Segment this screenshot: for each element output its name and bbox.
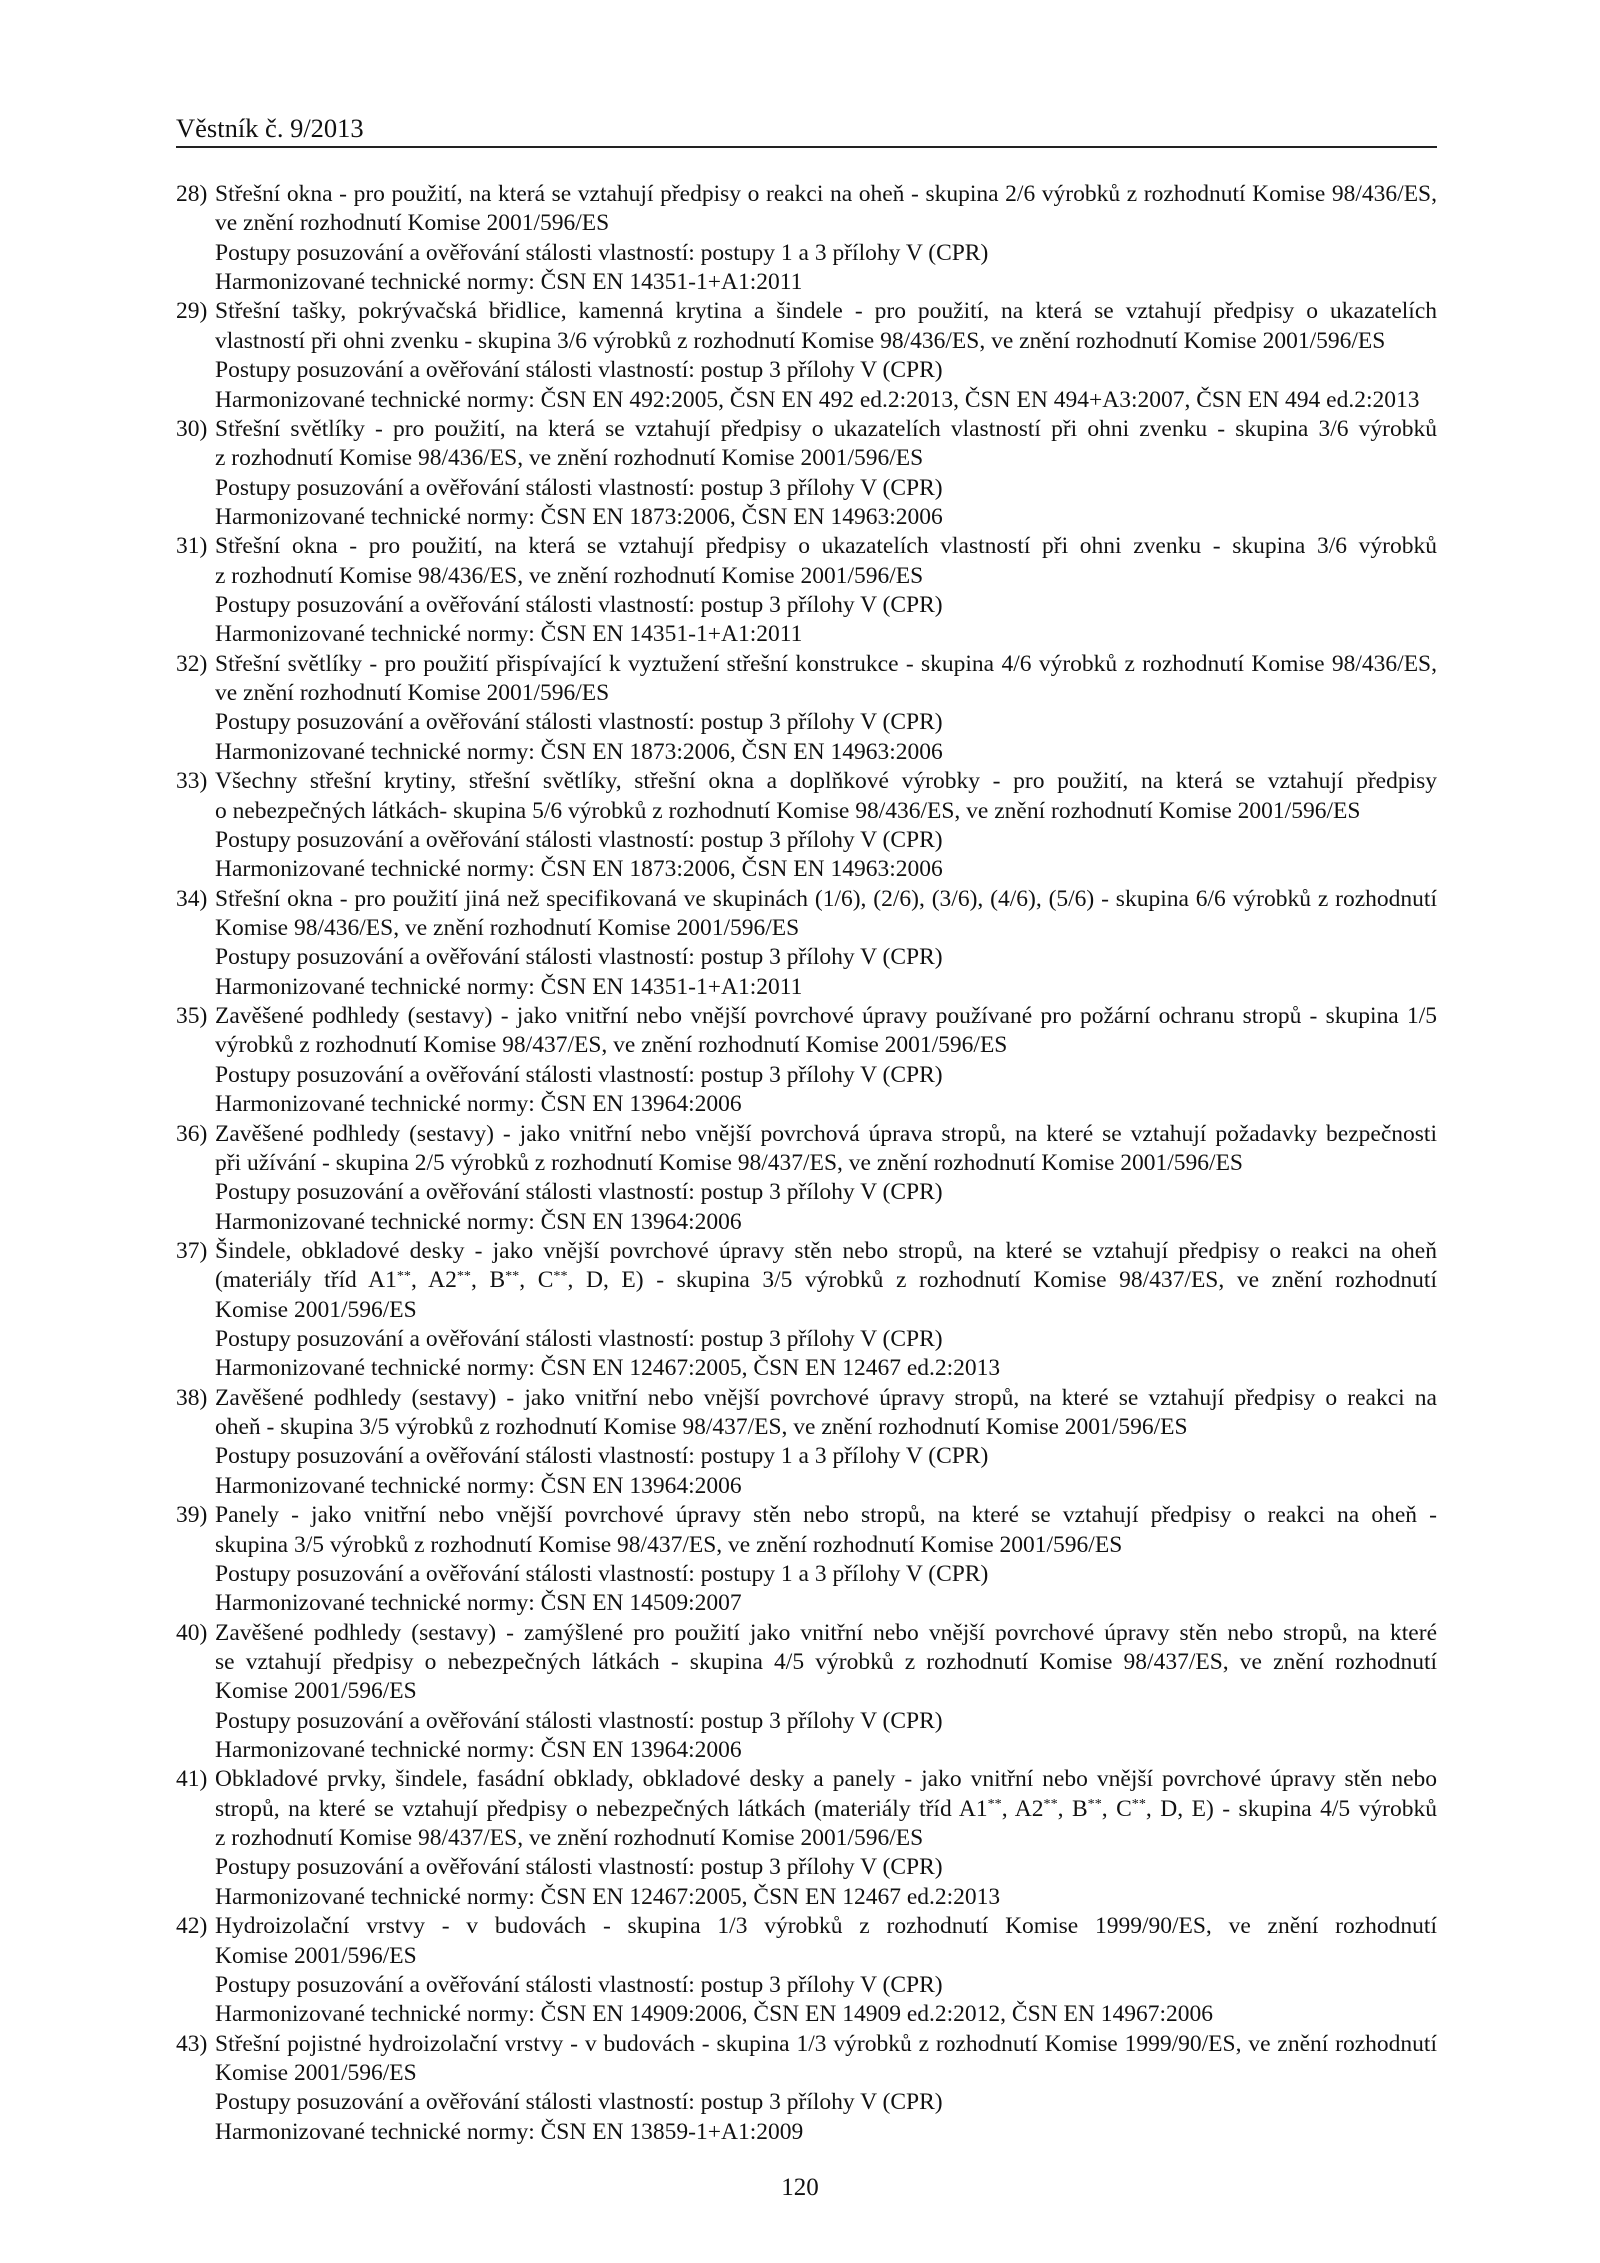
list-item [176,1501,1437,1618]
item-procedure: Postupy posuzování a ověřování stálosti vlastností: postupy 1 a 3 přílohy V (CPR) [215,239,989,266]
item-procedure: Postupy posuzování a ověřování stálosti vlastností: postup 3 přílohy V (CPR) [215,709,943,736]
item-content [215,767,1437,884]
item-procedure: Postupy posuzování a ověřování stálosti vlastností: postupy 1 a 3 přílohy V (CPR) [215,1443,989,1470]
item-procedure: Postupy posuzování a ověřování stálosti vlastností: postup 3 přílohy V (CPR) [215,1707,943,1734]
item-description-line: Panely - jako vnitřní nebo vnější povrchové úpravy stěn nebo stropů, na které se vztahují předpisy o reakci na oheň - [215,1502,1437,1529]
item-number: 33) [176,768,208,795]
item-procedure: Postupy posuzování a ověřování stálosti vlastností: postup 3 přílohy V (CPR) [215,1854,943,1881]
item-number: 37) [176,1237,208,1264]
item-number: 28) [176,181,208,207]
item-standards: Harmonizované technické normy: ČSN EN 13859-1+A1:2009 [215,2118,804,2145]
item-standards: Harmonizované technické normy: ČSN EN 14351-1+A1:2011 [215,269,803,296]
item-number: 34) [176,885,208,912]
item-content [215,1120,1437,1237]
item-standards: Harmonizované technické normy: ČSN EN 12467:2005, ČSN EN 12467 ed.2:2013 [215,1883,1001,1910]
item-description-line: Komise 98/436/ES, ve znění rozhodnutí Komise 2001/596/ES [215,914,800,941]
footnote-marker: ** [987,1796,1002,1813]
item-content [215,532,1437,649]
item-description-line: z rozhodnutí Komise 98/436/ES, ve znění rozhodnutí Komise 2001/596/ES [215,445,924,472]
item-procedure: Postupy posuzování a ověřování stálosti vlastností: postup 3 přílohy V (CPR) [215,474,943,501]
list-item [176,1619,1437,1766]
item-description-line: Komise 2001/596/ES [215,1942,417,1969]
list-item [176,297,1437,414]
footnote-marker: ** [396,1267,411,1284]
item-description-line: stropů, na které se vztahují předpisy o nebezpečných látkách (materiály tříd A1**, A2**, B**, C**, D, E) - skupina 4/5 výrobků [215,1795,1437,1822]
item-procedure: Postupy posuzování a ověřování stálosti vlastností: postupy 1 a 3 přílohy V (CPR) [215,1560,989,1587]
item-content [215,180,1437,297]
item-standards: Harmonizované technické normy: ČSN EN 14351-1+A1:2011 [215,973,803,1000]
item-number: 35) [176,1003,208,1030]
item-standards: Harmonizované technické normy: ČSN EN 14509:2007 [215,1590,742,1617]
item-content [215,415,1437,532]
list-item [176,650,1437,767]
item-standards: Harmonizované technické normy: ČSN EN 1873:2006, ČSN EN 14963:2006 [215,738,943,765]
list-item [176,1765,1437,1912]
item-content [215,650,1437,767]
item-description-line: Zavěšené podhledy (sestavy) - jako vnitřní nebo vnější povrchové úpravy používané pro požární ochranu stropů - skupina 1/5 [215,1003,1437,1030]
item-number: 42) [176,1913,208,1940]
item-procedure: Postupy posuzování a ověřování stálosti vlastností: postup 3 přílohy V (CPR) [215,826,943,853]
item-number: 32) [176,650,208,677]
item-number: 41) [176,1766,208,1793]
item-description-line: z rozhodnutí Komise 98/436/ES, ve znění rozhodnutí Komise 2001/596/ES [215,562,924,589]
list-item [176,1002,1437,1119]
item-procedure: Postupy posuzování a ověřování stálosti vlastností: postup 3 přílohy V (CPR) [215,592,943,619]
item-description-line: z rozhodnutí Komise 98/437/ES, ve znění rozhodnutí Komise 2001/596/ES [215,1825,924,1852]
item-description-line: Střešní okna - pro použití, na která se vztahují předpisy o ukazatelích vlastností při ohni zvenku - skupina 3/6 výrobků [215,533,1437,560]
list-item [176,180,1437,297]
footnote-marker: ** [1131,1796,1146,1813]
item-content [215,1912,1437,2029]
item-procedure: Postupy posuzování a ověřování stálosti vlastností: postup 3 přílohy V (CPR) [215,1179,943,1206]
item-description-line: Zavěšené podhledy (sestavy) - jako vnitřní nebo vnější povrchové úpravy stropů, na které se vztahují předpisy o reakci na [215,1384,1437,1411]
list-item [176,885,1437,1002]
item-number: 31) [176,533,208,560]
item-description-line: Střešní okna - pro použití, na která se vztahují předpisy o reakci na oheň - skupina 2/6 výrobků z rozhodnutí Komise 98/436/ES, [215,181,1437,207]
item-description-line: ve znění rozhodnutí Komise 2001/596/ES [215,210,610,237]
item-standards: Harmonizované technické normy: ČSN EN 492:2005, ČSN EN 492 ed.2:2013, ČSN EN 494+A3:2007, ČSN EN 494 ed.2:2013 [215,386,1420,413]
list-item [176,1237,1437,1384]
item-number: 29) [176,298,208,325]
item-number: 30) [176,415,208,442]
list-item [176,1384,1437,1501]
item-description-line: Šindele, obkladové desky - jako vnější povrchové úpravy stěn nebo stropů, na které se vztahují předpisy o reakci na oheň [215,1237,1437,1264]
item-procedure: Postupy posuzování a ověřování stálosti vlastností: postup 3 přílohy V (CPR) [215,944,943,971]
footnote-marker: ** [456,1267,471,1284]
item-content [215,1002,1437,1119]
item-description-line: výrobků z rozhodnutí Komise 98/437/ES, ve znění rozhodnutí Komise 2001/596/ES [215,1032,1008,1059]
item-description-line: ve znění rozhodnutí Komise 2001/596/ES [215,680,610,707]
header-rule [176,146,1437,148]
list-item [176,532,1437,649]
item-content [215,297,1437,414]
item-description-line: při užívání - skupina 2/5 výrobků z rozhodnutí Komise 98/437/ES, ve znění rozhodnutí Komise 2001/596/ES [215,1149,1243,1176]
item-standards: Harmonizované technické normy: ČSN EN 14351-1+A1:2011 [215,621,803,648]
item-standards: Harmonizované technické normy: ČSN EN 13964:2006 [215,1737,742,1764]
item-content [215,1765,1437,1912]
item-content [215,1619,1437,1766]
item-description-line: Zavěšené podhledy (sestavy) - jako vnitřní nebo vnější povrchová úprava stropů, na které se vztahují požadavky bezpečnosti [215,1120,1437,1147]
page-header-title: Věstník č. 9/2013 [176,113,364,143]
item-standards: Harmonizované technické normy: ČSN EN 12467:2005, ČSN EN 12467 ed.2:2013 [215,1355,1001,1382]
item-description-line: o nebezpečných látkách- skupina 5/6 výrobků z rozhodnutí Komise 98/436/ES, ve znění rozhodnutí Komise 2001/596/ES [215,797,1361,824]
item-number: 36) [176,1120,208,1147]
item-description-line: vlastností při ohni zvenku - skupina 3/6 výrobků z rozhodnutí Komise 98/436/ES, ve znění rozhodnutí Komise 2001/596/ES [215,327,1386,354]
item-number: 40) [176,1619,208,1646]
list-item [176,1912,1437,2029]
list-item [176,767,1437,884]
item-description-line: Všechny střešní krytiny, střešní světlíky, střešní okna a doplňkové výrobky - pro použití, na která se vztahují předpisy [215,768,1437,795]
item-description-line: Komise 2001/596/ES [215,2060,417,2086]
list-item [176,2030,1437,2147]
footnote-marker: ** [1087,1796,1102,1813]
item-description-line: Střešní světlíky - pro použití přispívající k vyztužení střešní konstrukce - skupina 4/6 výrobků z rozhodnutí Komise 98/436/ES, [215,650,1437,677]
item-description-line: Střešní okna - pro použití jiná než specifikovaná ve skupinách (1/6), (2/6), (3/6), (4/6), (5/6) - skupina 6/6 výrobků z rozhodnutí [215,885,1437,912]
item-standards: Harmonizované technické normy: ČSN EN 1873:2006, ČSN EN 14963:2006 [215,856,943,883]
item-description-line: Střešní pojistné hydroizolační vrstvy - v budovách - skupina 1/3 výrobků z rozhodnutí Komise 1999/90/ES, ve znění rozhodnutí [215,2030,1437,2057]
item-standards: Harmonizované technické normy: ČSN EN 13964:2006 [215,1208,742,1235]
item-description-line: Obkladové prvky, šindele, fasádní obklady, obkladové desky a panely - jako vnitřní nebo vnější povrchové úpravy stěn nebo [215,1766,1437,1793]
item-content [215,1384,1437,1501]
item-content [215,1501,1437,1618]
item-description-line: Zavěšené podhledy (sestavy) - zamýšlené pro použití jako vnitřní nebo vnější povrchové úpravy stěn nebo stropů, na které [215,1619,1437,1646]
item-standards: Harmonizované technické normy: ČSN EN 13964:2006 [215,1091,742,1118]
item-procedure: Postupy posuzování a ověřování stálosti vlastností: postup 3 přílohy V (CPR) [215,1326,943,1353]
item-description-line: Střešní tašky, pokrývačská břidlice, kamenná krytina a šindele - pro použití, na která se vztahují předpisy o ukazatelích [215,298,1437,325]
item-procedure: Postupy posuzování a ověřování stálosti vlastností: postup 3 přílohy V (CPR) [215,2089,943,2116]
item-description-line: se vztahují předpisy o nebezpečných látkách - skupina 4/5 výrobků z rozhodnutí Komise 98/437/ES, ve znění rozhodnutí [215,1648,1437,1675]
item-description-line: Komise 2001/596/ES [215,1296,417,1323]
item-list [176,180,1437,2147]
item-standards: Harmonizované technické normy: ČSN EN 14909:2006, ČSN EN 14909 ed.2:2012, ČSN EN 14967:2006 [215,2001,1214,2028]
item-content [215,2030,1437,2147]
item-description-line: Komise 2001/596/ES [215,1678,417,1705]
item-standards: Harmonizované technické normy: ČSN EN 1873:2006, ČSN EN 14963:2006 [215,503,943,530]
item-procedure: Postupy posuzování a ověřování stálosti vlastností: postup 3 přílohy V (CPR) [215,357,943,384]
item-description-line: Hydroizolační vrstvy - v budovách - skupina 1/3 výrobků z rozhodnutí Komise 1999/90/ES, ve znění rozhodnutí [215,1913,1437,1940]
footnote-marker: ** [1043,1796,1058,1813]
list-item [176,415,1437,532]
item-description-line: (materiály tříd A1**, A2**, B**, C**, D, E) - skupina 3/5 výrobků z rozhodnutí Komise 98/437/ES, ve znění rozhodnutí [215,1267,1437,1294]
item-description-line: skupina 3/5 výrobků z rozhodnutí Komise 98/437/ES, ve znění rozhodnutí Komise 2001/596/ES [215,1531,1123,1558]
item-standards: Harmonizované technické normy: ČSN EN 13964:2006 [215,1472,742,1499]
item-procedure: Postupy posuzování a ověřování stálosti vlastností: postup 3 přílohy V (CPR) [215,1061,943,1088]
footnote-marker: ** [505,1267,520,1284]
page-number: 120 [781,2174,819,2201]
footnote-marker: ** [553,1267,568,1284]
item-description-line: oheň - skupina 3/5 výrobků z rozhodnutí Komise 98/437/ES, ve znění rozhodnutí Komise 2001/596/ES [215,1414,1188,1441]
item-number: 38) [176,1384,208,1411]
item-description-line: Střešní světlíky - pro použití, na která se vztahují předpisy o ukazatelích vlastností při ohni zvenku - skupina 3/6 výrobků [215,415,1437,442]
item-content [215,885,1437,1002]
item-procedure: Postupy posuzování a ověřování stálosti vlastností: postup 3 přílohy V (CPR) [215,1971,943,1998]
list-item [176,1120,1437,1237]
item-content [215,1237,1437,1384]
item-number: 43) [176,2030,208,2057]
item-number: 39) [176,1502,208,1529]
